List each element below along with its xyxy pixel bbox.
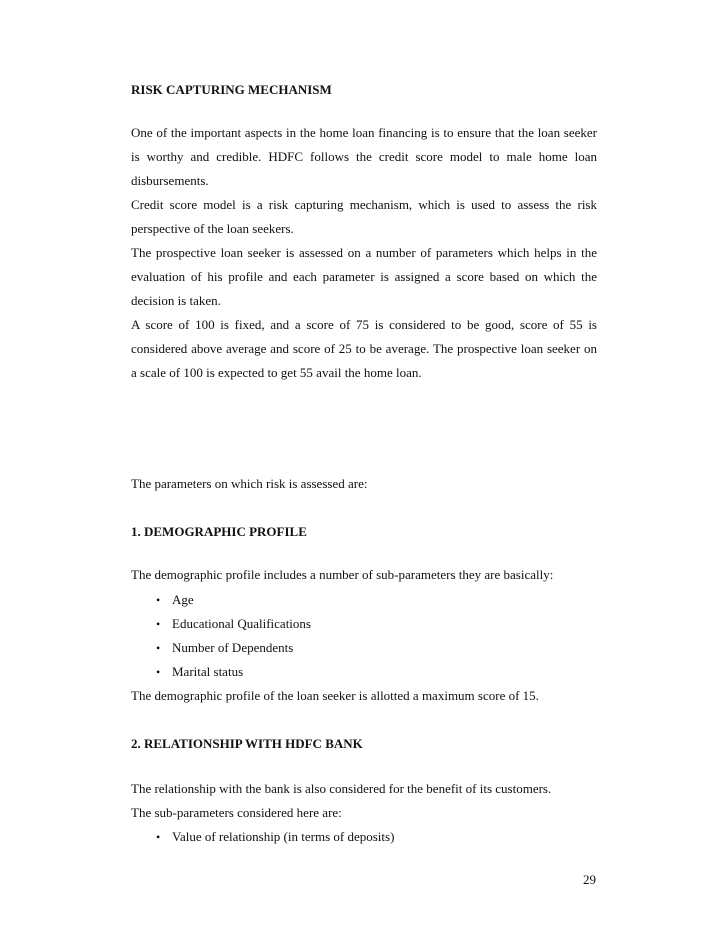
list-item: • Educational Qualifications — [156, 616, 311, 631]
parameters-intro: The parameters on which risk is assessed are: — [131, 476, 368, 491]
section-heading-risk-capturing: RISK CAPTURING MECHANISM — [131, 82, 332, 97]
paragraph-intro-3: The prospective loan seeker is assessed on a number of parameters which helps in the evaluation of his profile and each parameter is assigned a score based on which the decision is taken. — [131, 245, 597, 308]
list-item: • Number of Dependents — [156, 640, 294, 655]
section-heading-demographic: 1. DEMOGRAPHIC PROFILE — [131, 524, 307, 539]
bullet-icon: • — [156, 665, 161, 679]
bullet-icon: • — [156, 830, 161, 844]
list-item: • Age — [156, 592, 194, 607]
paragraph-intro-1: One of the important aspects in the home loan financing is to ensure that the loan seeker is worthy and credible. HDFC follows the credit score model to male home loan disbursements. — [131, 125, 597, 188]
page-number: 29 — [583, 872, 596, 887]
list-item: • Value of relationship (in terms of deposits) — [156, 829, 395, 844]
bullet-icon: • — [156, 617, 161, 631]
paragraph-intro-2: Credit score model is a risk capturing mechanism, which is used to assess the risk perspective of the loan seekers. — [131, 197, 597, 236]
paragraph-intro-4: A score of 100 is fixed, and a score of 75 is considered to be good, score of 55 is considered above average and score of 25 to be average. The prospective loan seeker on a scale of 100 is expected to get 55 avail the home loan. — [131, 317, 597, 380]
section-heading-relationship: 2. RELATIONSHIP WITH HDFC BANK — [131, 736, 363, 751]
list-item: • Marital status — [156, 664, 244, 679]
relationship-subparams-intro: The sub-parameters considered here are: — [131, 805, 342, 820]
bullet-icon: • — [156, 593, 161, 607]
bullet-icon: • — [156, 641, 161, 655]
relationship-intro: The relationship with the bank is also considered for the benefit of its customers. — [131, 781, 552, 796]
demographic-intro: The demographic profile includes a number of sub-parameters they are basically: — [131, 567, 554, 582]
demographic-closing: The demographic profile of the loan seeker is allotted a maximum score of 15. — [131, 688, 539, 703]
